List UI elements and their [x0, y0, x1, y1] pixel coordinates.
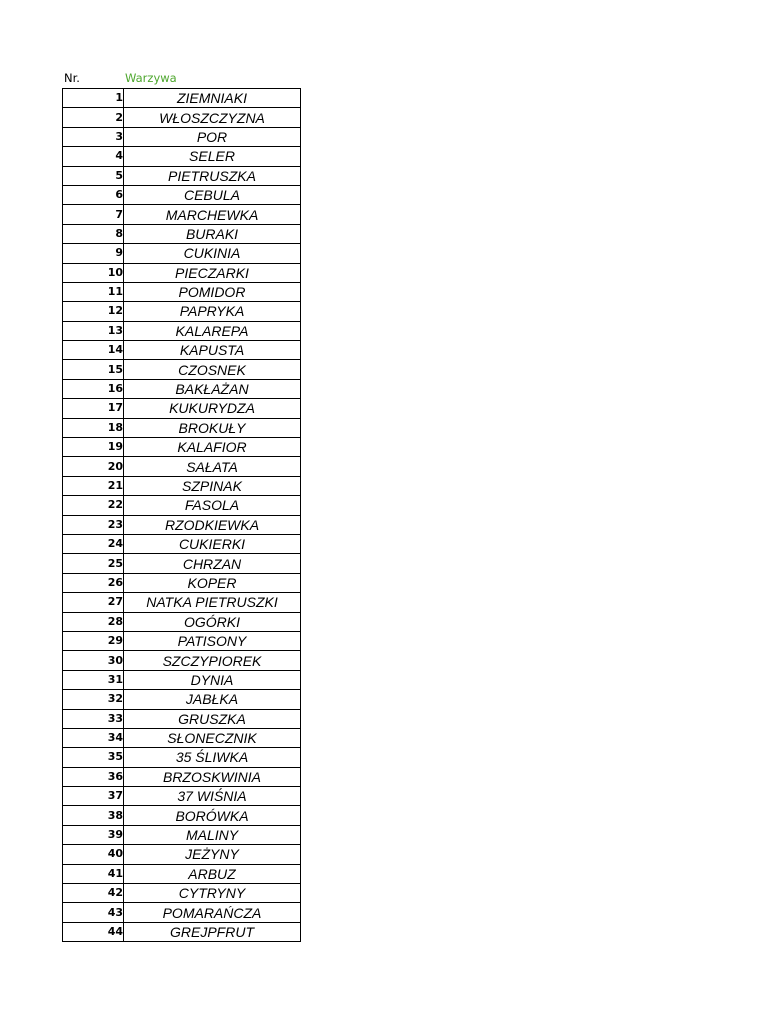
table-row — [63, 787, 301, 806]
vegetable-name-cell: JABŁKA — [124, 690, 301, 709]
row-number-cell: 29 — [63, 631, 124, 650]
table-row — [63, 457, 301, 476]
table-row — [63, 884, 301, 903]
table-row — [63, 341, 301, 360]
vegetable-name-cell: WŁOSZCZYZNA — [124, 108, 301, 127]
vegetable-name-cell: DYNIA — [124, 670, 301, 689]
table-row — [63, 728, 301, 747]
row-number-cell: 4 — [63, 147, 124, 166]
table-row — [63, 127, 301, 146]
row-number-cell: 25 — [63, 554, 124, 573]
vegetable-name-cell: CEBULA — [124, 185, 301, 204]
table-row — [63, 360, 301, 379]
vegetable-name-cell: CYTRYNY — [124, 884, 301, 903]
vegetable-name-cell: ZIEMNIAKI — [124, 89, 301, 108]
table-row — [63, 922, 301, 941]
row-number-cell: 24 — [63, 534, 124, 553]
table-row — [63, 709, 301, 728]
row-number-cell: 22 — [63, 496, 124, 515]
vegetable-name-cell: PIETRUSZKA — [124, 166, 301, 185]
row-number-cell: 33 — [63, 709, 124, 728]
row-number-cell: 13 — [63, 321, 124, 340]
row-number-cell: 7 — [63, 205, 124, 224]
row-number-cell: 37 — [63, 787, 124, 806]
vegetable-name-cell: MARCHEWKA — [124, 205, 301, 224]
vegetable-name-cell: SŁONECZNIK — [124, 728, 301, 747]
row-number-cell: 16 — [63, 379, 124, 398]
table-row — [63, 166, 301, 185]
vegetable-name-cell: CZOSNEK — [124, 360, 301, 379]
row-number-cell: 31 — [63, 670, 124, 689]
row-number-cell: 14 — [63, 341, 124, 360]
vegetable-name-cell: RZODKIEWKA — [124, 515, 301, 534]
vegetable-name-cell: PATISONY — [124, 631, 301, 650]
vegetable-name-cell: POR — [124, 127, 301, 146]
row-number-cell: 21 — [63, 476, 124, 495]
vegetable-name-cell: KALAREPA — [124, 321, 301, 340]
row-number-cell: 8 — [63, 224, 124, 243]
table-row — [63, 379, 301, 398]
row-number-cell: 39 — [63, 825, 124, 844]
vegetable-name-cell: SZCZYPIOREK — [124, 651, 301, 670]
row-number-cell: 40 — [63, 845, 124, 864]
vegetable-name-cell: GRUSZKA — [124, 709, 301, 728]
vegetables-table — [62, 88, 301, 942]
vegetable-name-cell: OGÓRKI — [124, 612, 301, 631]
row-number-cell: 15 — [63, 360, 124, 379]
vegetable-name-cell: GREJPFRUT — [124, 922, 301, 941]
table-row — [63, 612, 301, 631]
row-number-cell: 32 — [63, 690, 124, 709]
table-row — [63, 282, 301, 301]
table-row — [63, 845, 301, 864]
table-row — [63, 670, 301, 689]
table-row — [63, 748, 301, 767]
row-number-cell: 44 — [63, 922, 124, 941]
number-column-header: Nr. — [64, 71, 80, 85]
vegetable-name-cell: SAŁATA — [124, 457, 301, 476]
table-row — [63, 767, 301, 786]
row-number-cell: 19 — [63, 438, 124, 457]
table-row — [63, 244, 301, 263]
vegetable-name-cell: JEŻYNY — [124, 845, 301, 864]
table-row — [63, 515, 301, 534]
vegetable-name-cell: BORÓWKA — [124, 806, 301, 825]
table-row — [63, 573, 301, 592]
vegetable-name-cell: BURAKI — [124, 224, 301, 243]
row-number-cell: 3 — [63, 127, 124, 146]
row-number-cell: 27 — [63, 593, 124, 612]
vegetable-name-cell: CHRZAN — [124, 554, 301, 573]
row-number-cell: 17 — [63, 399, 124, 418]
vegetables-column-header: Warzywa — [125, 71, 177, 85]
vegetable-name-cell: KUKURYDZA — [124, 399, 301, 418]
row-number-cell: 20 — [63, 457, 124, 476]
vegetable-name-cell: MALINY — [124, 825, 301, 844]
row-number-cell: 43 — [63, 903, 124, 922]
vegetable-name-cell: BROKUŁY — [124, 418, 301, 437]
row-number-cell: 34 — [63, 728, 124, 747]
row-number-cell: 5 — [63, 166, 124, 185]
table-row — [63, 554, 301, 573]
table-row — [63, 534, 301, 553]
row-number-cell: 2 — [63, 108, 124, 127]
row-number-cell: 23 — [63, 515, 124, 534]
vegetable-name-cell: FASOLA — [124, 496, 301, 515]
row-number-cell: 28 — [63, 612, 124, 631]
table-row — [63, 651, 301, 670]
table-row — [63, 690, 301, 709]
table-row — [63, 399, 301, 418]
vegetable-name-cell: CUKIERKI — [124, 534, 301, 553]
row-number-cell: 1 — [63, 89, 124, 108]
table-row — [63, 496, 301, 515]
vegetable-name-cell: CUKINIA — [124, 244, 301, 263]
row-number-cell: 10 — [63, 263, 124, 282]
table-row — [63, 89, 301, 108]
vegetable-name-cell: 35 ŚLIWKA — [124, 748, 301, 767]
vegetable-name-cell: SELER — [124, 147, 301, 166]
table-row — [63, 418, 301, 437]
table-row — [63, 593, 301, 612]
table-row — [63, 825, 301, 844]
table-row — [63, 205, 301, 224]
table-row — [63, 903, 301, 922]
table-row — [63, 302, 301, 321]
table-row — [63, 321, 301, 340]
vegetable-name-cell: POMARAŃCZA — [124, 903, 301, 922]
vegetables-table-body — [63, 89, 301, 942]
row-number-cell: 18 — [63, 418, 124, 437]
row-number-cell: 6 — [63, 185, 124, 204]
table-row — [63, 108, 301, 127]
row-number-cell: 26 — [63, 573, 124, 592]
row-number-cell: 41 — [63, 864, 124, 883]
row-number-cell: 42 — [63, 884, 124, 903]
row-number-cell: 38 — [63, 806, 124, 825]
row-number-cell: 11 — [63, 282, 124, 301]
row-number-cell: 35 — [63, 748, 124, 767]
vegetable-name-cell: SZPINAK — [124, 476, 301, 495]
table-row — [63, 224, 301, 243]
vegetable-name-cell: KOPER — [124, 573, 301, 592]
row-number-cell: 9 — [63, 244, 124, 263]
table-row — [63, 864, 301, 883]
vegetable-name-cell: NATKA PIETRUSZKI — [124, 593, 301, 612]
row-number-cell: 30 — [63, 651, 124, 670]
vegetable-name-cell: BRZOSKWINIA — [124, 767, 301, 786]
table-header — [64, 71, 304, 87]
table-row — [63, 438, 301, 457]
row-number-cell: 36 — [63, 767, 124, 786]
table-row — [63, 147, 301, 166]
vegetable-name-cell: POMIDOR — [124, 282, 301, 301]
vegetable-name-cell: PIECZARKI — [124, 263, 301, 282]
vegetable-name-cell: KALAFIOR — [124, 438, 301, 457]
table-row — [63, 631, 301, 650]
table-row — [63, 263, 301, 282]
table-row — [63, 476, 301, 495]
vegetable-name-cell: ARBUZ — [124, 864, 301, 883]
row-number-cell: 12 — [63, 302, 124, 321]
table-row — [63, 806, 301, 825]
vegetable-name-cell: KAPUSTA — [124, 341, 301, 360]
table-row — [63, 185, 301, 204]
vegetable-name-cell: PAPRYKA — [124, 302, 301, 321]
vegetable-name-cell: 37 WIŚNIA — [124, 787, 301, 806]
vegetable-name-cell: BAKŁAŻAN — [124, 379, 301, 398]
